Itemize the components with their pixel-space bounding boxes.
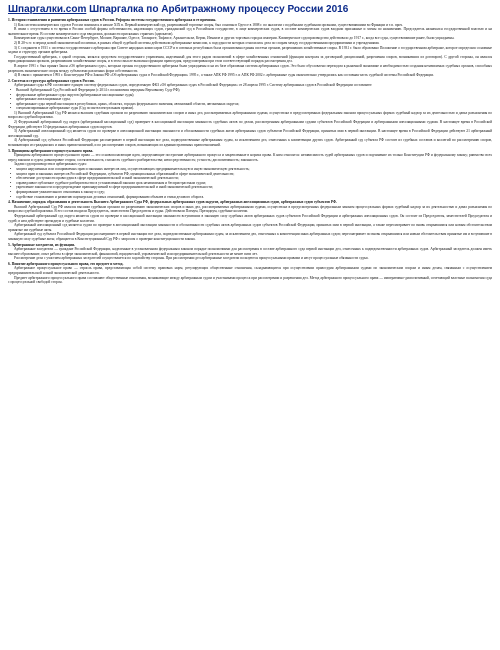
list-item: • специализированные арбитражные суды (Суд по интеллектуальным правам). [8,106,492,111]
paragraph: Федеральный арбитражный суд округа является судом по проверке в кассационной инстанции законности вступивших в законную силу судебных актов арбитражных судов субъектов Российской Федерации и арбитражных апелляционных судов. Он состоит из Председателя, заместителей Председателя и судей; в нем действуют президиум и судебные коллегии. [8,213,492,223]
paragraph: 3) Арбитражный апелляционный суд является судом по проверке в апелляционной инстанции законности и обоснованности судебных актов арбитражных судов субъектов Российской Федерации, принятых ими в первой инстанции. В настоящее время в Российской Федерации действуют 21 арбитражный апелляционный суд. [8,129,492,138]
list-item: • Высший Арбитражный Суд Российской Федерации (с 2014 г. полномочия переданы Верховному Суду РФ); [8,88,492,93]
section-heading: 3. Принципы арбитражного процессуального права. [8,148,94,153]
list-item: • справедливое публичное судебное разбирательство в установленный законом срок независимым и беспристрастным судом; [8,181,492,186]
section-heading: 2. Система и структура арбитражных судов в России. [8,78,95,83]
paragraph: 1) Как система коммерческих судов в России появилась в начале XIX в. Первый коммерческий суд, разрешавший торговые споры, был основан в Одессе в 1808 г. по аналогии с подобными судебными органами, существовавшими во Франции и т.п. проч. [14,22,403,27]
document-title-text: Шпаргалка по Арбитражному процессу России 2016 [86,4,349,15]
paragraph: Высший Арбитражный Суд РФ являлся высшим судебным органом по разрешению экономических споров и иных дел, рассматриваемых арбитражными судами, осуществлял в предусмотренных федеральным законом процессуальных формах судебный надзор за их деятельностью и давал разъяснения по вопросам судебной практики. В его состав входили Председатель, заместители Председателя и судьи. Действовали Пленум, Президиум, судебные коллегии. [8,204,492,214]
paragraph: Арбитражное процессуальное право — отрасль права, представляющая собой систему правовых норм, регулирующих общественные отношения, складывающиеся при осуществлении правосудия арбитражными судами по экономическим спорам и иным делам, связанным с осуществлением предпринимательской и иной экономической деятельности. [8,266,492,276]
list-item: • федеральные арбитражные суды округов (арбитражные кассационные суды); [8,93,492,98]
paragraph: Государственный арбитраж, с одной стороны, являлся средством государственного управления, наделенный для этого рядом полномочий в сфере хозяйственных отношений (функции контроля за договорной дисциплиной, разрешения споров, возникавших из договоров). С другой стороны, он являлся юрисдикционным органом, разрешавшим хозяйственные споры, и в этом смысле выполнял функции правосудия, предусматривая при этом соответствующий порядок рассмотрения дел. [8,54,492,64]
list-item: • формирование уважительного отношения к закону и суду; [8,190,492,195]
list-item: • арбитражные апелляционные суды; [8,97,492,102]
list-item: • укрепление законности и предупреждение правонарушений в сфере предпринимательской и иной экономической деятельности; [8,185,492,190]
paragraph: 3) С созданием в 1931 г. системы государственного арбитража при Совете народных комиссаров СССР и в союзных республиках была организована единая система органов, разрешавших хозяйственные споры. В 1931 г. было образовано Положение о государственном арбитраже, которое определило основные задачи и структуру органов арбитража. [8,45,492,55]
paragraph: Арбитражные заседатели — граждане Российской Федерации, наделенные в установленном федеральным законом порядке полномочиями для рассмотрения в составе арбитражного суда первой инстанции дел, отнесенных к подведомственности арбитражных судов. Арбитражный заседатель должен иметь высшее образование, опыт работы в сфере экономической, финансовой, юридической, управленческой или предпринимательской деятельности не менее пяти лет. [8,247,492,256]
document-title [8,4,492,16]
paragraph: Арбитражные суды в РФ составляют единую систему федеральных судов, определенную ФКЗ «Об арбитражных судах в Российской Федерации» от 28 апреля 1995 г. Систему арбитражных судов в Российской Федерации составляют: [14,83,373,88]
section-heading: 1. История становления и развития арбитражных судов в России. Реформа системы государственного арбитража и ее причины. [8,18,217,22]
paragraph: Коммерческие суды существовали в Санкт-Петербурге, Москве, Варшаве, Одессе, Таганроге, Тифлисе, Архангельске, Керчи, Измаиле и других торговых городах империи. Коммерческое судопроизводство действовало до 1917 г., когда все суды, существовавшие ранее, были упразднены. [14,36,455,41]
section-heading: 4. Назначение, порядок образования и деятельность Высшего Арбитражного Суда РФ, федеральных арбитражных судов округов, арбитражных апелляционных судов, арбитражных судов субъектов РФ. [8,200,337,205]
list-item: • защита нарушенных или оспариваемых прав и законных интересов лиц, осуществляющих предпринимательскую и иную экономическую деятельность; [8,167,492,172]
paragraph: В связи с отсутствием в то время в России особой формы собственности, надлежащих судов, гражданский суд в Российском государстве, в лице коммерческих судов, в составе коммерческих судов входили присяжные и члены по назначению. Председатель назначался государственной властью и на значительное время. В составе коммерческого суда вводились должности присяжных стряпчих (адвокатов). [8,27,492,36]
list-item: • содействие становлению и развитию партнерских деловых отношений, формированию обычаев и этики делового оборота. [8,195,492,200]
paragraph: Арбитражный апелляционный суд является судом по проверке в апелляционной инстанции законности и обоснованности судебных актов арбитражных судов субъектов Российской Федерации, принятых ими в первой инстанции, а также пересматривает по вновь открывшимся или новым обстоятельствам принятые им судебные акты. [8,223,492,232]
paragraph: Задачи судопроизводства в арбитражных судах: [14,162,88,167]
paragraph: Арбитражный суд субъекта Российской Федерации рассматривает в первой инстанции все дела, подведомственные арбитражным судам, за исключением дел, отнесенных к компетенции иных арбитражных судов; пересматривает по вновь открывшимся или новым обстоятельствам принятые им и вступившие в законную силу судебные акты; обращается в Конституционный Суд РФ с запросом о проверке конституционности закона. [8,232,492,241]
document-body [8,18,492,285]
list-item: • защита прав и законных интересов Российской Федерации, субъектов РФ, муниципальных образований в сфере экономической деятельности; [8,172,492,177]
paragraph: 1) Высший Арбитражный Суд РФ являлся высшим судебным органом по разрешению экономических споров и иных дел, рассматриваемых арбитражными судами, осуществлял в предусмотренных федеральным законом процессуальных формах судебный надзор за их деятельностью и давал разъяснения по вопросам судебной практики. [8,110,492,120]
paragraph: Предмет арбитражного процессуального права составляют общественные отношения, возникающие между арбитражным судом и участниками процесса при рассмотрении и разрешении дел. Метод арбитражного процессуального права — императивно-диспозитивный, сочетающий властные полномочия суда с процессуальной свободой сторон. [8,275,492,285]
paragraph: 4) Арбитражный суд субъекта Российской Федерации рассматривает в первой инстанции все дела, подведомственные арбитражным судам, за исключением дел, отнесенных к компетенции других судов. Арбитражный суд субъекта РФ состоит из судебных составов и коллегий по рассмотрению споров, возникающих из гражданских и иных правоотношений, и по рассмотрению споров, возникающих из административных правоотношений. [8,138,492,148]
paragraph: Рассмотрение дела с участием арбитражных заседателей осуществляется по ходатайству стороны. При рассмотрении дел арбитражные заседатели пользуются процессуальными правами и несут процессуальные обязанности судьи. [14,256,369,261]
section-heading: 6. Понятие арбитражного процессуального права, его предмет и метод. [8,261,124,266]
paragraph: 2) В 20-х гг. в период новой экономической политики, в рамках общей судебной системы действовали арбитражные комиссии, к подсудности которых относились дела по спорам между государственными предприятиями и учреждениями. [14,40,380,45]
list-item: • обеспечение доступности правосудия в сфере предпринимательской и иной экономической деятельности; [8,176,492,181]
paragraph: 4) В связи с принятием в 1993 г. Конституции РФ и Закона РФ «Об арбитражных судах в Российской Федерации» 1995 г., а также АПК РФ 1995 г. и АПК РФ 2002 г. арбитражные суды окончательно утвердились как составная часть судебной системы Российской Федерации. [14,73,435,78]
paragraph: Принципы арбитражного процессуального права — это основополагающие идеи, определяющие построение арбитражного процесса и закрепленные в нормах права. К ним относятся: независимость судей арбитражных судов и подчинение их только Конституции РФ и федеральному закону; равенство всех перед законом и судом; равноправие сторон; состязательность; гласность судебного разбирательства; непосредственность; устность; диспозитивность; законность. [8,153,492,162]
paragraph: 2) Федеральный арбитражный суд округа (арбитражный кассационный суд) проверяет в кассационной инстанции законность судебных актов по делам, рассмотренным арбитражными судами субъектов Российской Федерации и арбитражными апелляционными судами. В настоящее время в Российской Федерации действуют 10 федеральных арбитражных судов округов. [8,120,492,129]
list-item: • арбитражные суды первой инстанции в республиках, краях, областях, городах федерального значения, автономной области, автономных округах; [8,102,492,107]
section-heading: 5. Арбитражные заседатели, их функции. [8,242,76,247]
paragraph: В апреле 1991 г. был принят Закон «Об арбитражном суде», которым органы государственного арбитража были упразднены и на их базе образована система арбитражных судов. Это было обусловлено переходом к рыночной экономике и необходимостью создания независимых судебных органов, способных разрешать экономические споры между субъектами различных форм собственности. [8,63,492,73]
document-title-site[interactable]: Шпаргалки.com [8,4,87,15]
